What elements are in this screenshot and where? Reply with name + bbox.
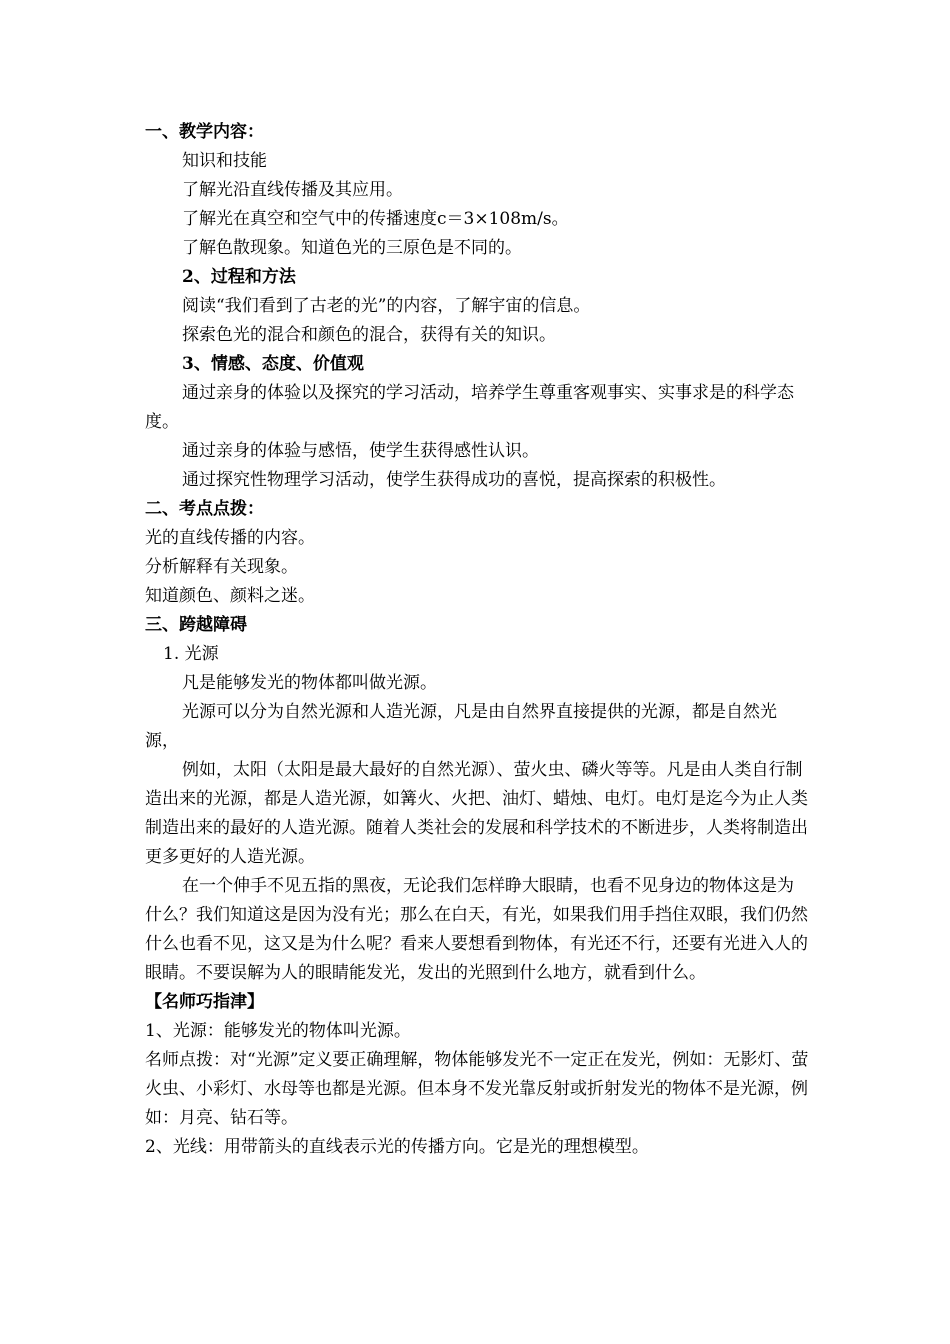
sub2-title: 2、过程和方法: [182, 267, 296, 287]
section3-heading: 三、跨越障碍: [145, 615, 247, 635]
sub1-item: 了解光在真空和空气中的传播速度c＝3×108m/s。: [182, 209, 569, 229]
section3-paragraph: 凡是能够发光的物体都叫做光源。: [182, 673, 437, 693]
sub1-title: 知识和技能: [182, 151, 267, 171]
sub3-title: 3、情感、态度、价值观: [182, 354, 364, 374]
sub2-item: 探索色光的混合和颜色的混合，获得有关的知识。: [182, 325, 556, 345]
sub3-item: 通过亲身的体验与感悟，使学生获得感性认识。: [182, 441, 539, 461]
light-source-title: 1. 光源: [163, 644, 219, 664]
sub3-item: 通过探究性物理学习活动，使学生获得成功的喜悦，提高探索的积极性。: [182, 470, 726, 490]
tips-item: 1、光源：能够发光的物体叫光源。: [145, 1021, 411, 1041]
section3-paragraph: 在一个伸手不见五指的黑夜，无论我们怎样睁大眼睛，也看不见身边的物体这是为什么？我们知道这是因为没有光；那么在白天，有光，如果我们用手挡住双眼，我们仍然什么也看不见，这又是为什么呢？看来人要想看到物体，有光还不行，还要有光进入人的眼睛。不要误解为人的眼睛能发光，发出的光照到什么地方，就看到什么。: [145, 876, 808, 983]
document-page: [145, 118, 809, 1162]
sub1-item: 了解光沿直线传播及其应用。: [182, 180, 403, 200]
sub3-item: 通过亲身的体验以及探究的学习活动，培养学生尊重客观事实、实事求是的科学态度。: [145, 383, 794, 432]
section3-paragraph: 例如，太阳（太阳是最大最好的自然光源）、萤火虫、磷火等等。凡是由人类自行制造出来的光源，都是人造光源，如篝火、火把、油灯、蜡烛、电灯。电灯是迄今为止人类制造出来的最好的人造光源。随着人类社会的发展和科学技术的不断进步，人类将制造出更多更好的人造光源。: [145, 760, 808, 867]
section2-item: 知道颜色、颜料之迷。: [145, 586, 315, 606]
sub1-item: 了解色散现象。知道色光的三原色是不同的。: [182, 238, 522, 258]
sub2-item: 阅读“我们看到了古老的光”的内容，了解宇宙的信息。: [182, 296, 591, 316]
section3-paragraph: 光源可以分为自然光源和人造光源，凡是由自然界直接提供的光源，都是自然光源，: [145, 702, 777, 751]
section2-item: 分析解释有关现象。: [145, 557, 298, 577]
section2-heading: 二、考点点拨：: [145, 499, 264, 519]
section2-item: 光的直线传播的内容。: [145, 528, 315, 548]
tips-note: 名师点拨：对“光源”定义要正确理解，物体能够发光不一定正在发光，例如：无影灯、萤火虫、小彩灯、水母等也都是光源。但本身不发光靠反射或折射发光的物体不是光源，例如：月亮、钻石等。: [145, 1050, 809, 1128]
tips-heading: 【名师巧指津】: [145, 992, 264, 1012]
section1-heading: 一、教学内容：: [145, 122, 264, 142]
tips-item: 2、光线：用带箭头的直线表示光的传播方向。它是光的理想模型。: [145, 1137, 649, 1157]
